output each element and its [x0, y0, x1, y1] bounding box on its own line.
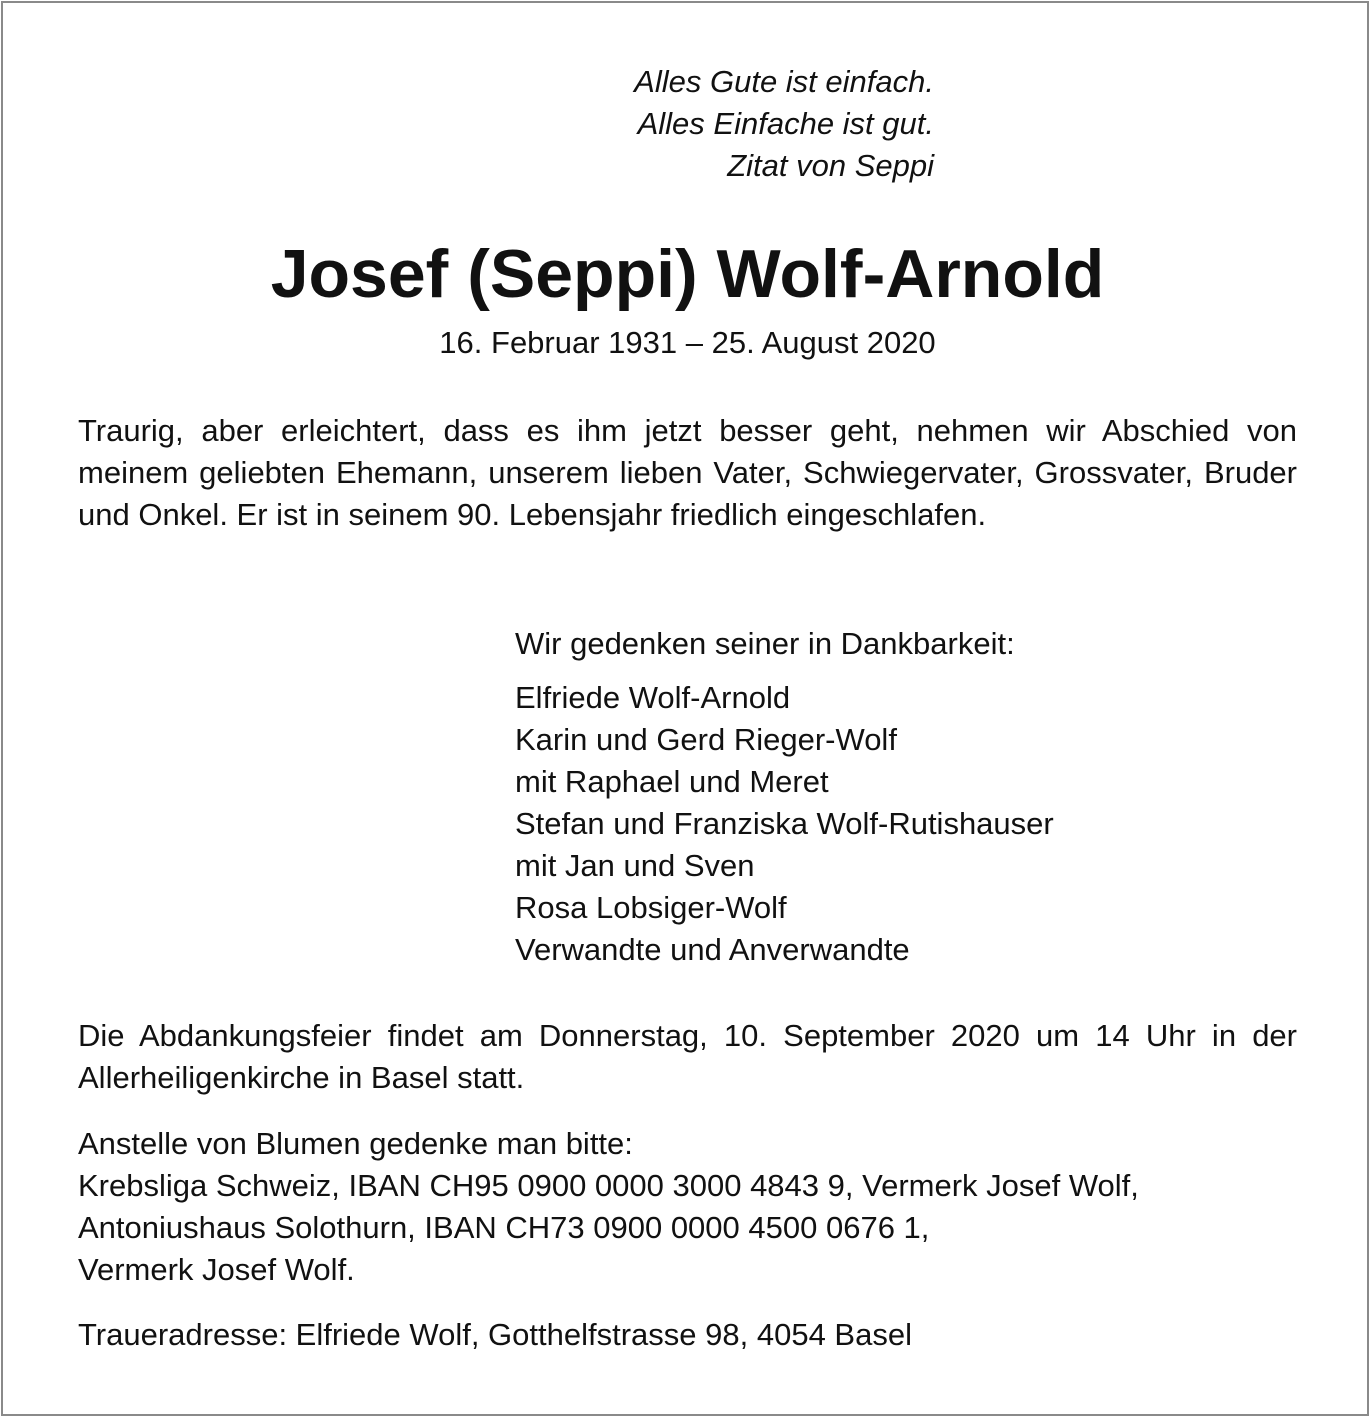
- obituary-notice: [1, 1, 1369, 1416]
- mourners-block: [515, 623, 1297, 971]
- intro-paragraph: Traurig, aber erleichtert, dass es ihm jetzt besser geht, nehmen wir Abschied von meinem geliebten Ehemann, unserem lieben Vater, Schwiegervater, Grossvater, Bruder und Onkel. Er ist in seinem 90. Lebensjahr friedlich eingeschlafen.: [78, 413, 1297, 532]
- quote-block: [514, 61, 934, 187]
- donation-antoniushaus: Antoniushaus Solothurn, IBAN CH73 0900 0000 4500 0676 1,: [78, 1210, 930, 1245]
- donation-krebsliga: Krebsliga Schweiz, IBAN CH95 0900 0000 3000 4843 9, Vermerk Josef Wolf,: [78, 1168, 1139, 1203]
- quote-line-2: Alles Einfache ist gut.: [637, 106, 934, 141]
- mourner-name: Elfriede Wolf-Arnold: [515, 680, 791, 715]
- quote-attribution: Zitat von Seppi: [727, 148, 934, 183]
- donations-paragraph: [78, 1123, 1297, 1291]
- mourning-address: Traueradresse: Elfriede Wolf, Gotthelfstrasse 98, 4054 Basel: [78, 1317, 912, 1352]
- mourner-name: Karin und Gerd Rieger-Wolf: [515, 722, 897, 757]
- deceased-name: Josef (Seppi) Wolf-Arnold: [270, 236, 1105, 312]
- life-dates: 16. Februar 1931 – 25. August 2020: [439, 325, 936, 360]
- donation-antoniushaus-note: Vermerk Josef Wolf.: [78, 1252, 355, 1287]
- mourner-name: mit Jan und Sven: [515, 848, 755, 883]
- quote-line-1: Alles Gute ist einfach.: [634, 64, 934, 99]
- mourner-name: Stefan und Franziska Wolf-Rutishauser: [515, 806, 1054, 841]
- donations-intro: Anstelle von Blumen gedenke man bitte:: [78, 1126, 633, 1161]
- ceremony-paragraph: Die Abdankungsfeier findet am Donnerstag, 10. September 2020 um 14 Uhr in der Allerheiligenkirche in Basel statt.: [78, 1018, 1297, 1095]
- mourners-list: [515, 677, 1297, 971]
- mourner-name: Verwandte und Anverwandte: [515, 932, 910, 967]
- mourner-name: Rosa Lobsiger-Wolf: [515, 890, 787, 925]
- mourners-heading: Wir gedenken seiner in Dankbarkeit:: [515, 626, 1015, 661]
- mourner-name: mit Raphael und Meret: [515, 764, 829, 799]
